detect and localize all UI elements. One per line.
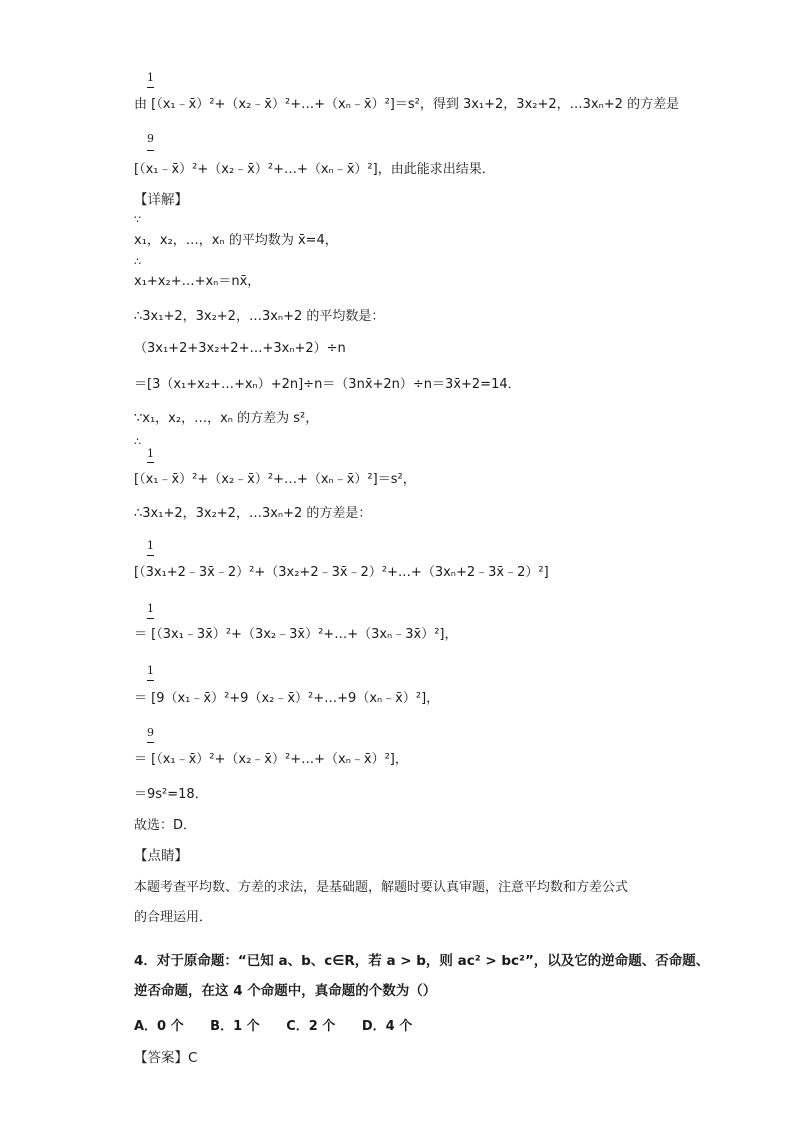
fraction-bar xyxy=(147,742,154,743)
therefore-symbol: ∴ xyxy=(134,255,141,268)
option-c: C．2 个 xyxy=(286,1019,336,1034)
comment-heading: 【点睛】 xyxy=(134,848,188,864)
solution-step: ＝9s²=18． xyxy=(134,787,208,802)
solution-step: ∴3x₁+2，3x₂+2，…3xₙ+2 的方差是： xyxy=(134,506,372,521)
because-symbol: ∵ xyxy=(134,213,141,226)
fraction-numerator: 1 xyxy=(147,447,154,460)
fraction-numerator: 9 xyxy=(147,132,154,145)
fraction-bar xyxy=(147,462,154,463)
option-d: D．4 个 xyxy=(361,1019,413,1034)
solution-step: ∵x₁，x₂，…，xₙ 的方差为 s²， xyxy=(134,411,319,426)
solution-step: x₁，x₂，…，xₙ 的平均数为 x̄=4， xyxy=(134,233,338,248)
comment-line: 本题考查平均数、方差的求法，是基础题，解题时要认真审题，注意平均数和方差公式 xyxy=(134,880,629,895)
solution-step: ∴3x₁+2，3x₂+2，…3xₙ+2 的平均数是： xyxy=(134,309,385,324)
solution-step: [（3x₁+2﹣3x̄﹣2）²+（3x₂+2﹣3x̄﹣2）²+…+（3xₙ+2﹣3x̄﹣2）²] xyxy=(134,565,549,580)
fraction-bar xyxy=(147,150,154,151)
solution-step: ＝ [9（x₁﹣x̄）²+9（x₂﹣x̄）²+…+9（xₙ﹣x̄）²]， xyxy=(134,691,440,706)
option-b: B．1 个 xyxy=(210,1019,260,1034)
answer-options xyxy=(134,1015,434,1034)
fraction-numerator: 9 xyxy=(147,726,154,739)
fraction-numerator: 1 xyxy=(147,539,154,552)
question-title: 4．对于原命题：“已知 a、b、c∈R，若 a > b，则 ac² > bc²”，以及它的逆命题、否命题、 xyxy=(134,953,710,969)
solution-step: ＝ [（3x₁﹣3x̄）²+（3x₂﹣3x̄）²+…+（3xₙ﹣3x̄）²]， xyxy=(134,627,458,642)
fraction-numerator: 1 xyxy=(147,664,154,677)
answer-line: 【答案】C xyxy=(134,1050,198,1066)
fraction-bar xyxy=(147,680,154,681)
option-a: A．0 个 xyxy=(134,1019,184,1034)
fraction-bar xyxy=(147,87,154,88)
fraction-bar xyxy=(147,618,154,619)
solution-step: ＝ [（x₁﹣x̄）²+（x₂﹣x̄）²+…+（xₙ﹣x̄）²]， xyxy=(134,752,408,767)
analysis-line-2: [（x₁﹣x̄）²+（x₂﹣x̄）²+…+（xₙ﹣x̄）²]，由此能求出结果． xyxy=(134,162,495,177)
final-choice: 故选：D． xyxy=(134,818,197,833)
question-title-cont: 逆否命题，在这 4 个命题中，真命题的个数为（） xyxy=(134,983,437,999)
therefore-symbol: ∴ xyxy=(134,435,141,448)
comment-line: 的合理运用． xyxy=(134,910,213,925)
fraction-bar xyxy=(147,555,154,556)
fraction-numerator: 1 xyxy=(147,71,154,84)
solution-step: [（x₁﹣x̄）²+（x₂﹣x̄）²+…+（xₙ﹣x̄）²]＝s²， xyxy=(134,472,416,487)
analysis-line-1: 由 [（x₁﹣x̄）²+（x₂﹣x̄）²+…+（xₙ﹣x̄）²]＝s²，得到 3x₁+2，3x₂+2，…3xₙ+2 的方差是 xyxy=(134,97,680,112)
solution-step: x₁+x₂+…+xₙ＝nx̄， xyxy=(134,274,261,289)
fraction-numerator: 1 xyxy=(147,602,154,615)
solution-step: ＝[3（x₁+x₂+…+xₙ）+2n]÷n＝（3nx̄+2n）÷n＝3x̄+2=14． xyxy=(134,377,521,392)
solution-step: （3x₁+2+3x₂+2+…+3xₙ+2）÷n xyxy=(134,341,346,356)
detail-heading: 【详解】 xyxy=(134,192,188,208)
